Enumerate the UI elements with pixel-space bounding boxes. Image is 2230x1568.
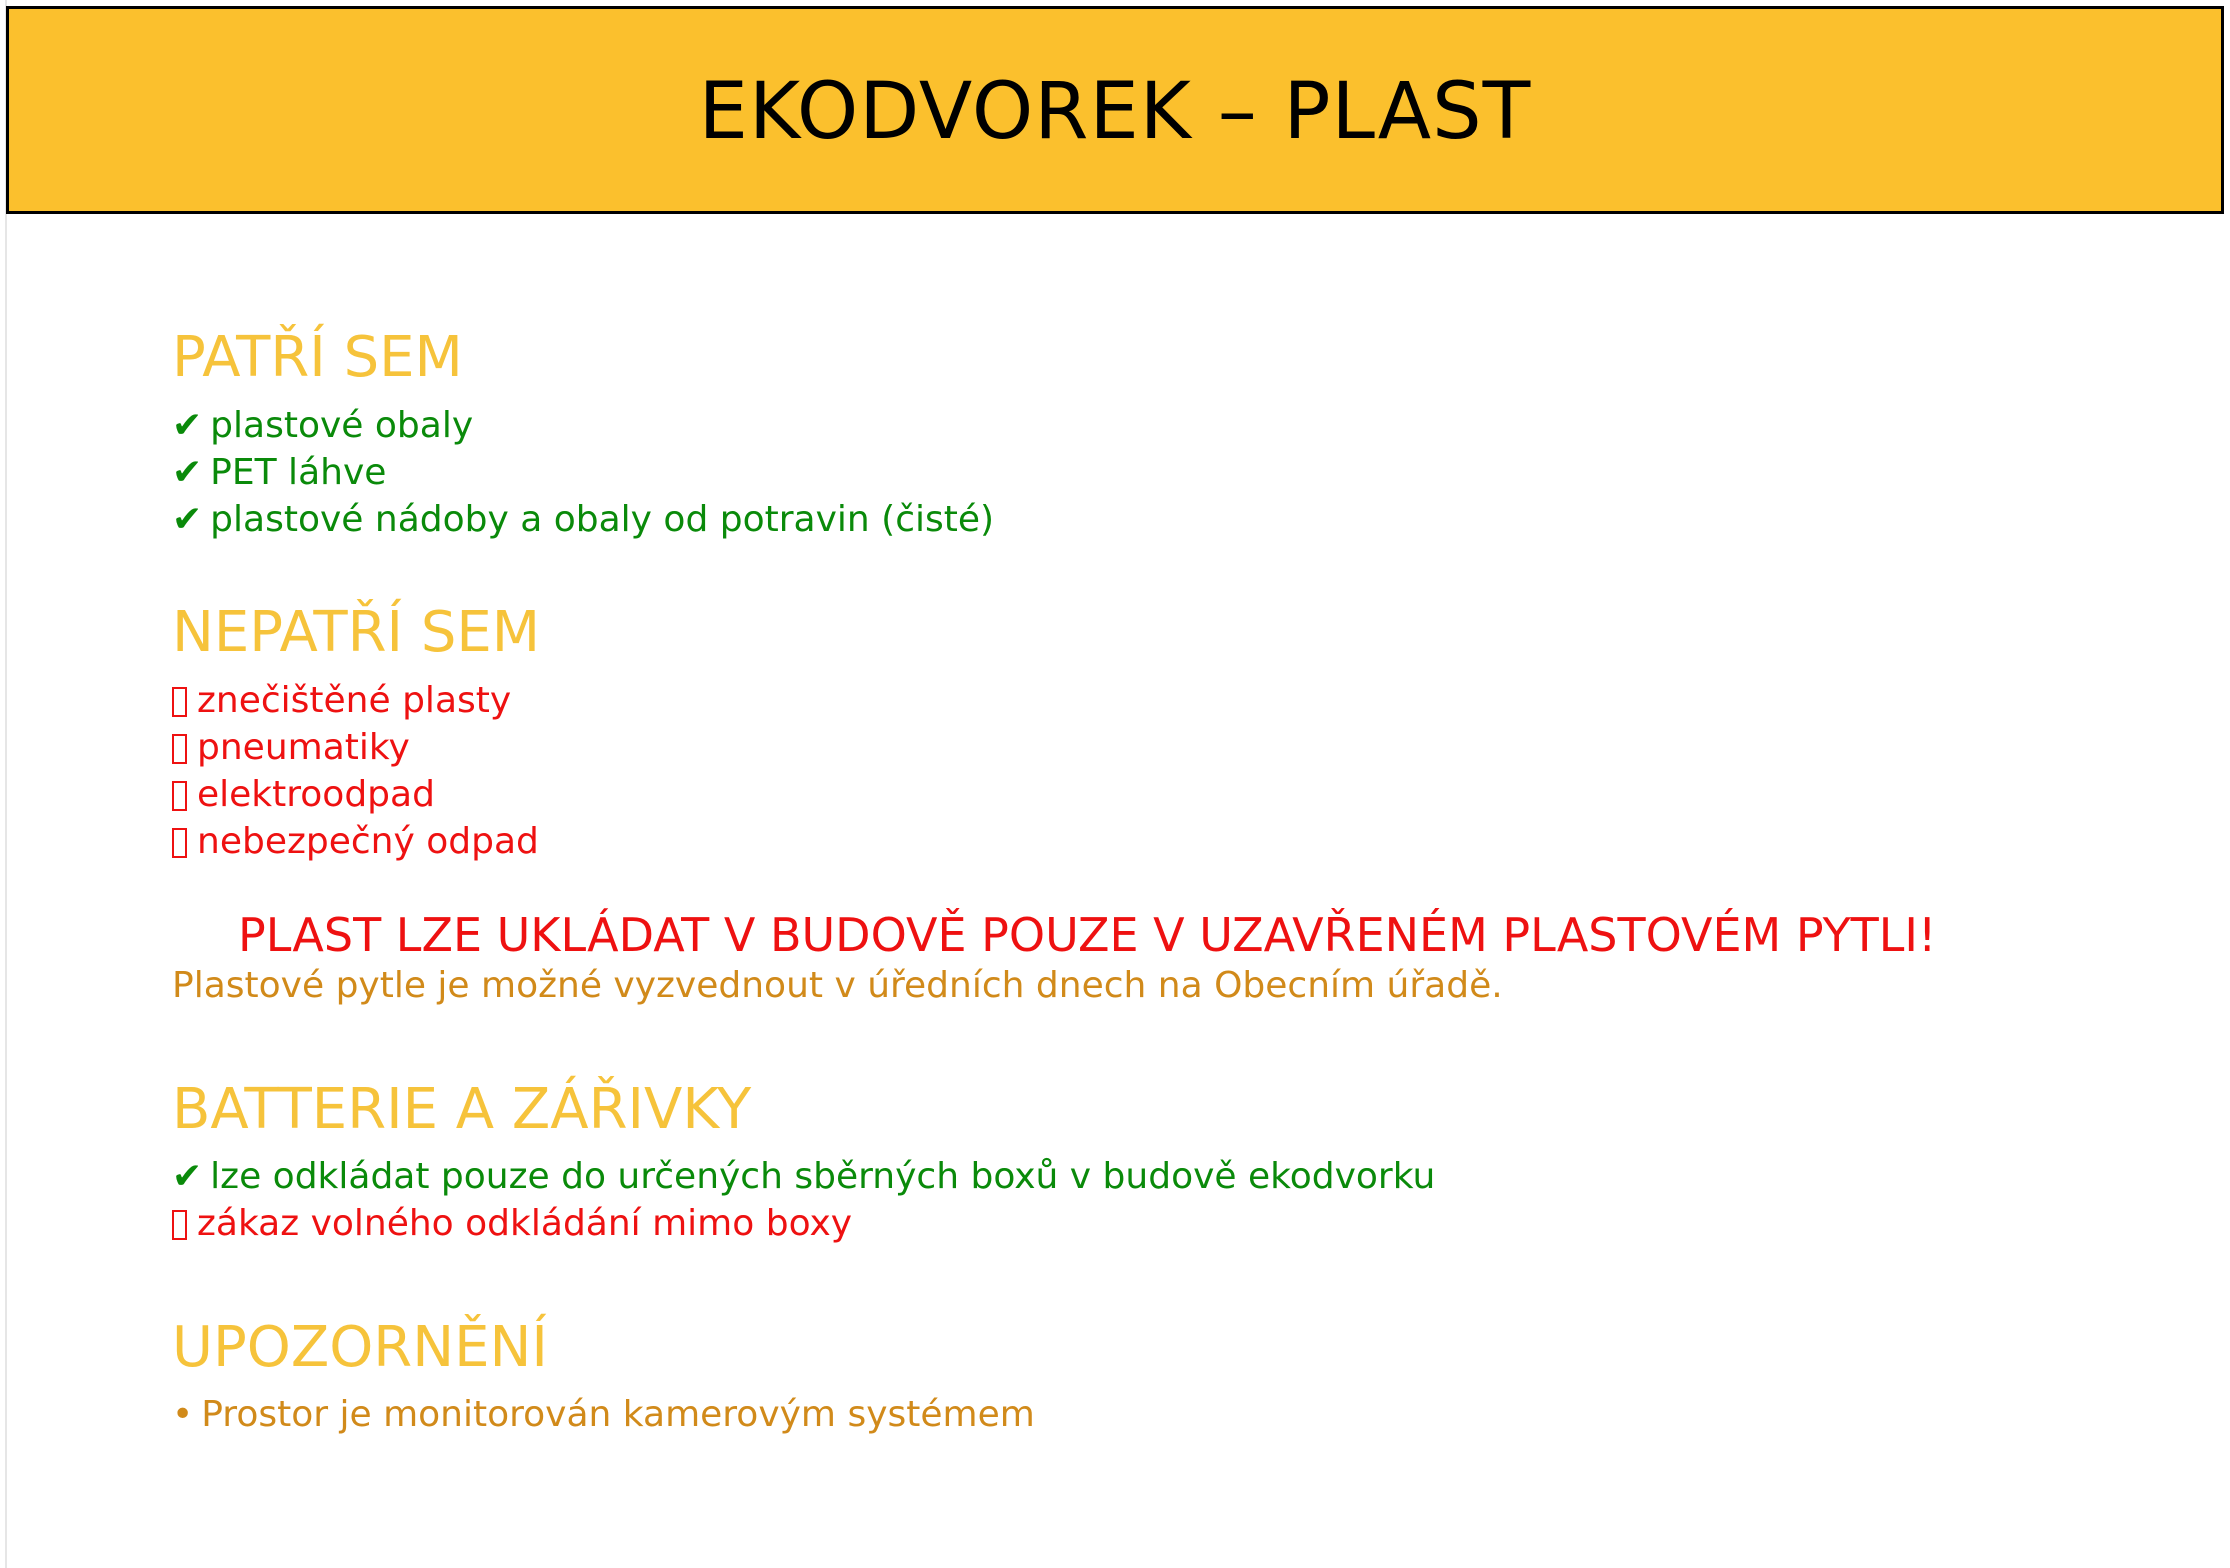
missing-glyph-icon (172, 828, 187, 858)
batteries-allowed-text: lze odkládat pouze do určených sběrných boxů v budově ekodvorku (210, 1156, 1436, 1197)
belongs-item (172, 405, 474, 446)
check-icon: ✔ (172, 499, 203, 540)
not-belongs-item-text: znečištěné plasty (197, 680, 512, 721)
not-belongs-item (172, 821, 539, 862)
bag-warning: PLAST LZE UKLÁDAT V BUDOVĚ POUZE V UZAVŘENÉM PLASTOVÉM PYTLI! (238, 908, 1937, 962)
batteries-heading: BATTERIE A ZÁŘIVKY (172, 1077, 752, 1142)
page-edge (5, 0, 7, 1568)
not-belongs-item-text: elektroodpad (197, 774, 435, 815)
bullet-icon: • (172, 1394, 194, 1435)
check-icon: ✔ (172, 452, 203, 493)
warning-item-text: Prostor je monitorován kamerovým systémem (201, 1394, 1035, 1435)
check-icon: ✔ (172, 405, 203, 446)
missing-glyph-icon (172, 734, 187, 764)
not-belongs-item (172, 727, 410, 768)
not-belongs-heading: NEPATŘÍ SEM (172, 600, 541, 665)
missing-glyph-icon (172, 1210, 187, 1240)
missing-glyph-icon (172, 781, 187, 811)
belongs-heading: PATŘÍ SEM (172, 325, 463, 390)
warning-heading: UPOZORNĚNÍ (172, 1315, 548, 1380)
belongs-item-text: plastové obaly (210, 405, 474, 446)
not-belongs-item (172, 680, 512, 721)
check-icon: ✔ (172, 1156, 203, 1197)
batteries-allowed (172, 1156, 1436, 1197)
not-belongs-item (172, 774, 435, 815)
belongs-item-text: plastové nádoby a obaly od potravin (čisté) (210, 499, 995, 540)
bag-info: Plastové pytle je možné vyzvednout v úředních dnech na Obecním úřadě. (172, 965, 1503, 1006)
batteries-forbidden-text: zákaz volného odkládání mimo boxy (197, 1203, 853, 1244)
not-belongs-item-text: nebezpečný odpad (197, 821, 539, 862)
batteries-forbidden (172, 1203, 853, 1244)
belongs-item-text: PET láhve (210, 452, 387, 493)
missing-glyph-icon (172, 687, 187, 717)
warning-item (172, 1394, 1035, 1435)
not-belongs-item-text: pneumatiky (197, 727, 410, 768)
header-banner (6, 6, 2224, 214)
belongs-item (172, 499, 995, 540)
belongs-item (172, 452, 387, 493)
page-title: EKODVOREK – PLAST (698, 67, 1532, 157)
